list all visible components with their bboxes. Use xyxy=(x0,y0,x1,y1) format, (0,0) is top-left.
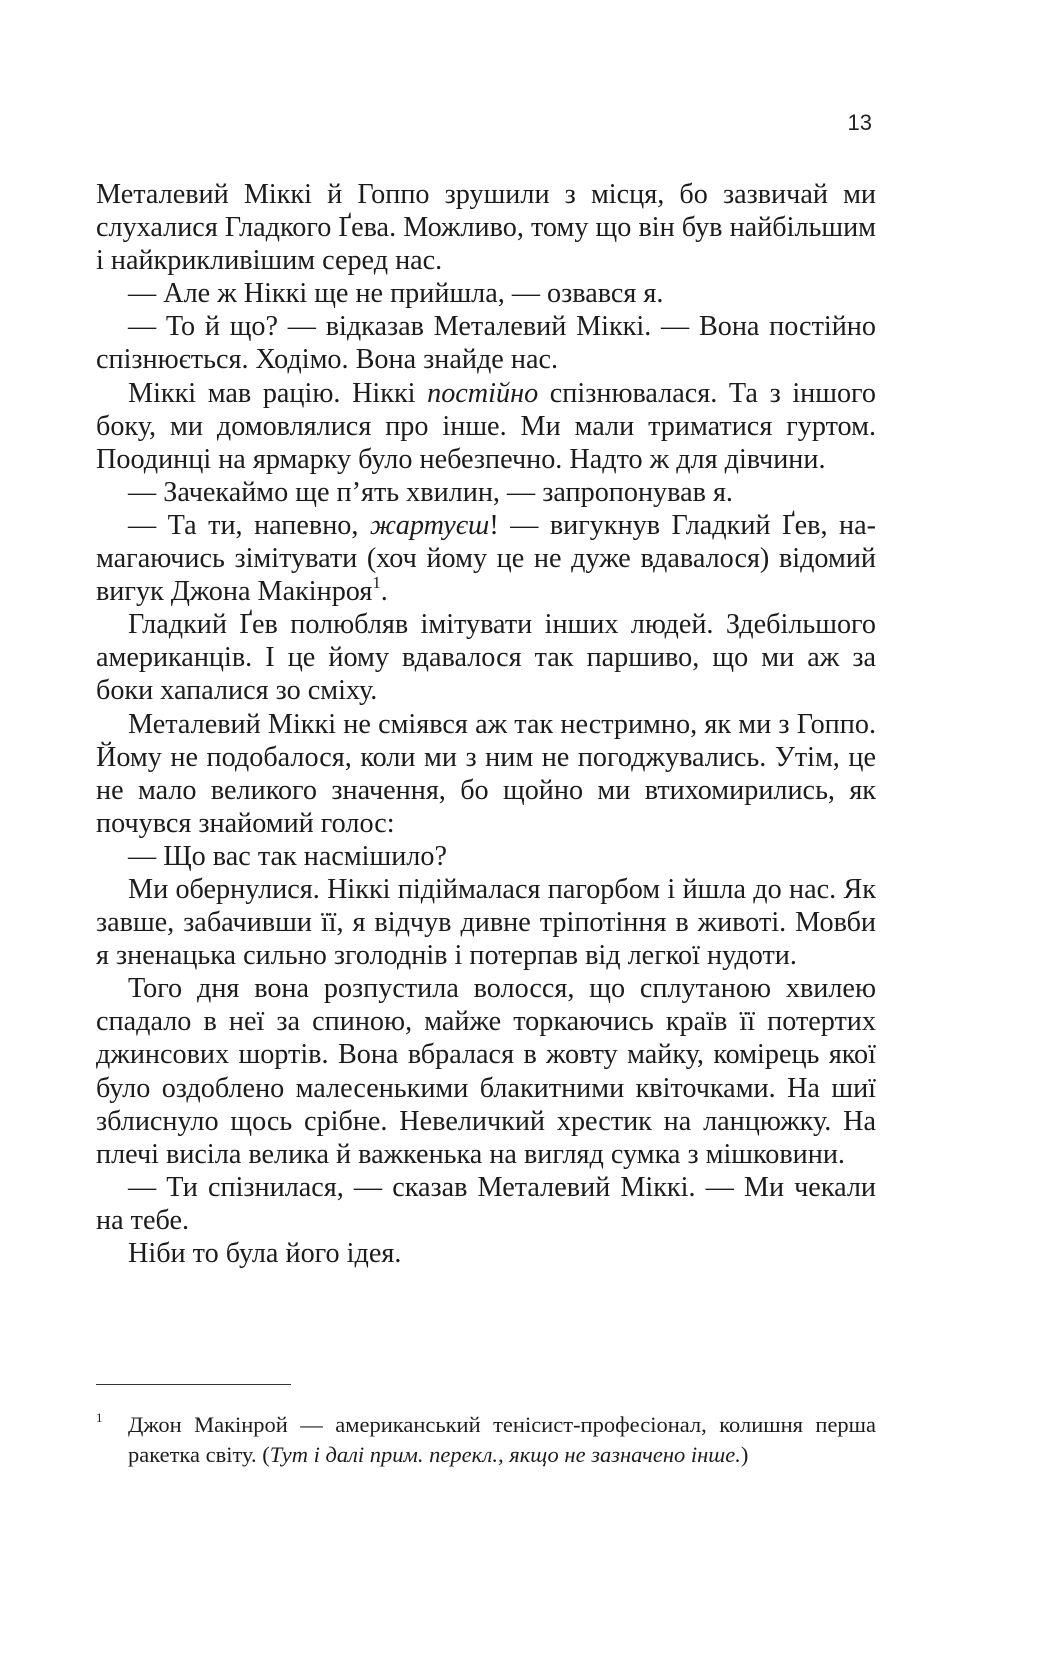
footnote-divider xyxy=(96,1384,291,1385)
paragraph xyxy=(96,509,876,608)
paragraph: Гладкий Ґев полюбляв імітувати інших людей. Здебільшого американців. І це йому вдавалося так паршиво, що ми аж за боки хапалися зо сміху. xyxy=(96,609,876,707)
footnote-text xyxy=(128,1410,876,1470)
paragraph-text: спізнювалася. Та з іншого боку, ми домовлялися про інше. Ми мали триматися гуртом. Поодинці на ярмарку було небезпечно. Надто ж для дівчини. xyxy=(96,377,876,475)
emphasis: постійно xyxy=(427,377,539,409)
emphasis: жартуєш xyxy=(369,509,490,541)
body-text xyxy=(96,178,876,1270)
paragraph: Металевий Міккі не сміявся аж так нестримно, як ми з Гоппо. Йому не подобалося, коли ми з ним не погоджувались. Утім, це не мало великого значення, бо щойно ми втихомирились, як почувся знайомий голос: xyxy=(96,708,876,839)
paragraph: Того дня вона розпустила волосся, що сплутаною хвилею спадало в неї за спиною, майже торкаючись країв її потертих джинсових шортів. Вона вбралася в жовту майку, комірець якої було оздоблено малесенькими блакитними квіточками. На шиї зблиснуло щось срібне. Невеличкий хрестик на ланцюжку. На плечі висіла велика й важкенька на вигляд сумка з мішковини. xyxy=(96,973,876,1170)
paragraph: Металевий Міккі й Гоппо зрушили з місця, бо зазвичай ми слухалися Гладкого Ґева. Можливо, тому що він був найбільшим і найкрикливішим серед нас. xyxy=(96,179,876,277)
paragraph-text: — Та ти, напевно, xyxy=(128,509,370,541)
paragraph: Ніби то була його ідея. xyxy=(128,1238,402,1269)
paragraph-text: . xyxy=(380,576,388,608)
paragraph: — Але ж Ніккі ще не прийшла, — озвався я. xyxy=(128,278,664,310)
footnote-marker: 1 xyxy=(96,1410,103,1425)
paragraph xyxy=(96,377,876,476)
footnote-text-part: Джон Макінрой — американський тенісист-професіонал, колишня перша ракетка світу. ( xyxy=(128,1412,876,1467)
paragraph: — То й що? — відказав Металевий Міккі. — Вона постійно спізнюється. Ходімо. Вона знайде нас. xyxy=(96,311,876,376)
page-number: 13 xyxy=(847,110,872,135)
footnote-text-part: ) xyxy=(740,1442,749,1467)
footnote xyxy=(96,1410,876,1470)
paragraph-text: ! — вигукнув Гладкий Ґев, намагаючись зімітувати (хоч йому це не дуже вдавалося) відомий вигук Джона Макінроя xyxy=(96,509,876,608)
paragraph: — Зачекаймо ще п’ять хвилин, — запропонував я. xyxy=(128,476,733,508)
paragraph: Ми обернулися. Ніккі підіймалася пагорбом і йшла до нас. Як завше, забачивши її, я відчув дивне тріпотіння в животі. Мовби я зненацька сильно зголоднів і потерпав від легкої нудоти. xyxy=(96,873,876,972)
paragraph: — Ти спізнилася, — сказав Металевий Міккі. — Ми чекали на тебе. xyxy=(96,1171,876,1236)
paragraph-text: Міккі мав рацію. Ніккі xyxy=(128,377,428,409)
paragraph: — Що вас так насмішило? xyxy=(128,840,447,872)
footnote-italic: Тут і далі прим. перекл., якщо не зазначено інше. xyxy=(269,1442,741,1467)
footnote-reference: 1 xyxy=(372,573,381,593)
